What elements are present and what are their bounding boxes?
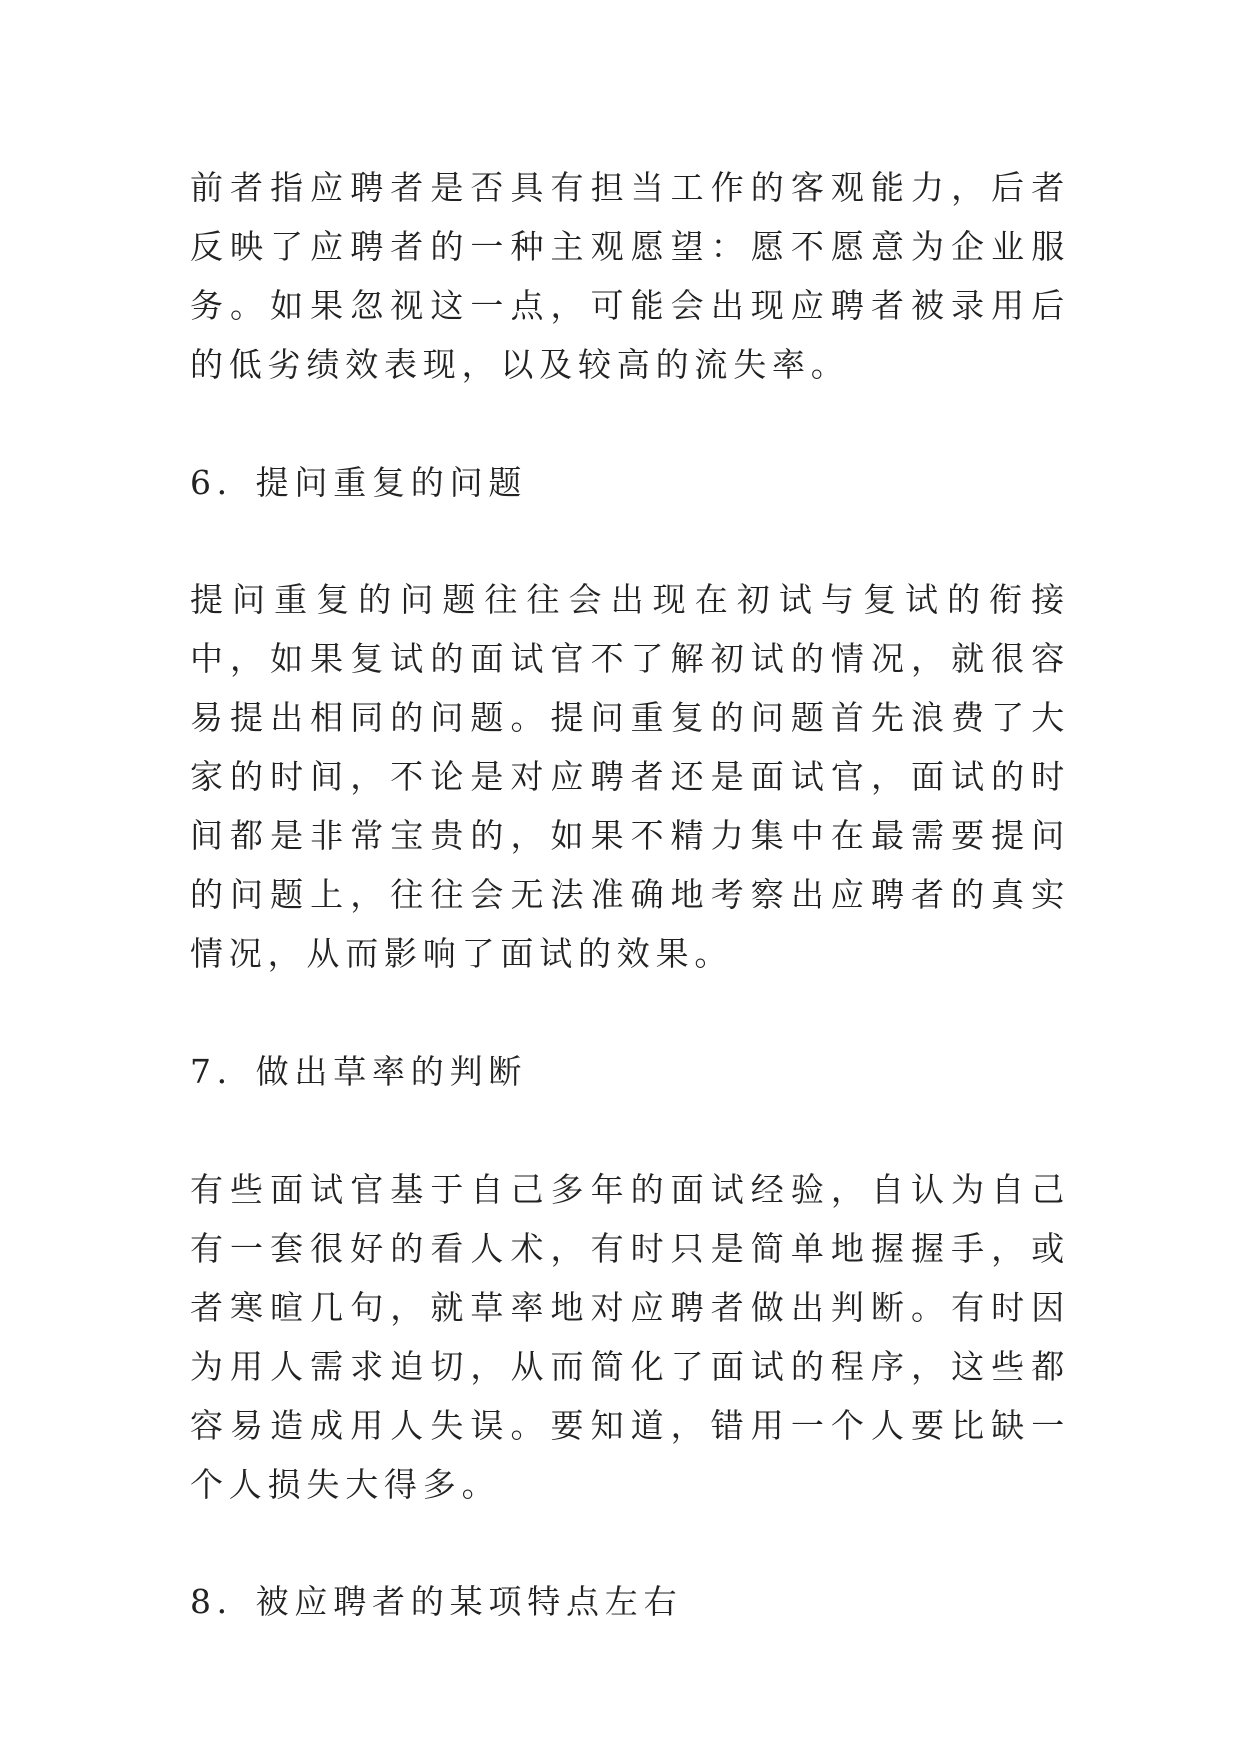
paragraph-section-7: 有些面试官基于自己多年的面试经验，自认为自己有一套很好的看人术，有时只是简单地握握手，或者寒暄几句，就草率地对应聘者做出判断。有时因为用人需求迫切，从而简化了面试的程序，这些都容易造成用人失误。要知道，错用一个人要比缺一个人损失大得多。	[190, 1170, 1070, 1504]
section-heading-8: 8．被应聘者的某项特点左右	[190, 1582, 683, 1621]
section-heading-6: 6．提问重复的问题	[190, 463, 528, 502]
paragraph-intro: 前者指应聘者是否具有担当工作的客观能力，后者反映了应聘者的一种主观愿望：愿不愿意为企业服务。如果忽视这一点，可能会出现应聘者被录用后的低劣绩效表现，以及较高的流失率。	[190, 168, 1070, 384]
document-body	[190, 158, 1070, 1631]
section-heading-7: 7．做出草率的判断	[190, 1052, 528, 1091]
paragraph-section-6: 提问重复的问题往往会出现在初试与复试的衔接中，如果复试的面试官不了解初试的情况，就很容易提出相同的问题。提问重复的问题首先浪费了大家的时间，不论是对应聘者还是面试官，面试的时间都是非常宝贵的，如果不精力集中在最需要提问的问题上，往往会无法准确地考察出应聘者的真实情况，从而影响了面试的效果。	[190, 580, 1070, 973]
